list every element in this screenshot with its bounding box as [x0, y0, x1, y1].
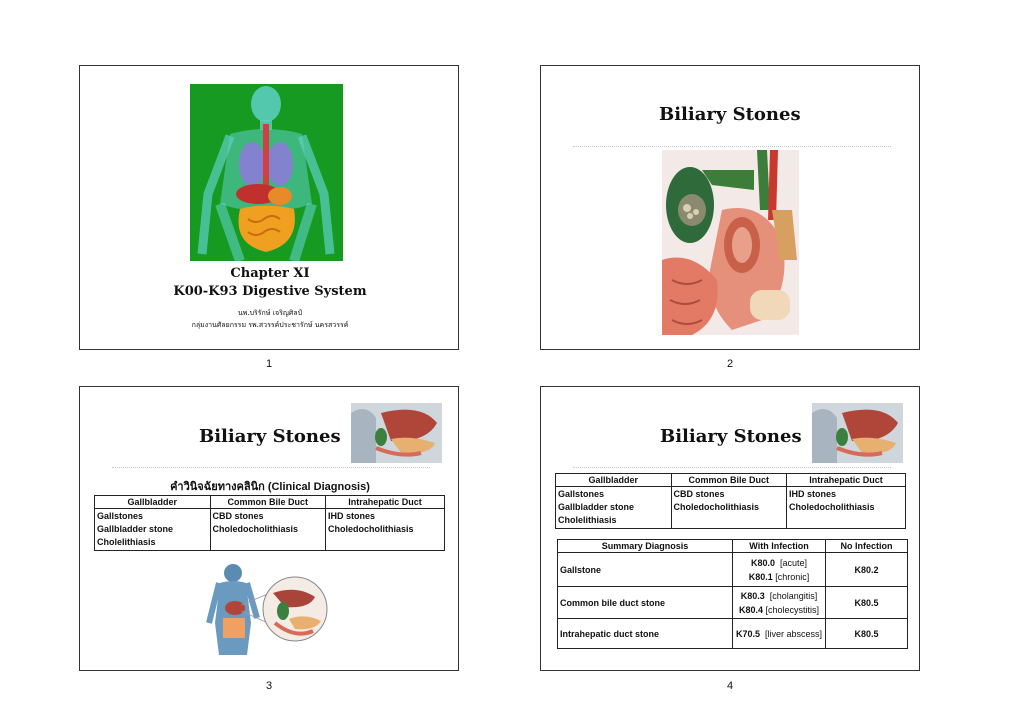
icd-code: K80.3 — [740, 590, 765, 601]
no-infection-code: K80.5 — [826, 619, 908, 649]
col-header-gallbladder: Gallbladder — [95, 496, 211, 509]
cell-common-bile-duct: CBD stones Choledocholithiasis — [671, 487, 787, 529]
page-number-1: 1 — [265, 358, 273, 370]
col-header-no-infection: No Infection — [826, 540, 908, 553]
table-row — [558, 619, 908, 649]
cell-common-bile-duct: CBD stones Choledocholithiasis — [210, 509, 326, 551]
row-label: Common bile duct stone — [558, 587, 733, 619]
col-header-summary-diagnosis: Summary Diagnosis — [558, 540, 733, 553]
icd-code: K80.4 — [738, 604, 763, 615]
page-number-2: 2 — [726, 358, 734, 370]
col-header-common-bile-duct: Common Bile Duct — [210, 496, 326, 509]
summary-diagnosis-table — [557, 539, 908, 649]
chapter-title: Chapter XI — [230, 266, 310, 281]
liver-pancreas-thumbnail — [812, 403, 903, 463]
slide-title: Biliary Stones — [660, 426, 802, 447]
title-divider — [573, 146, 891, 147]
slide-3[interactable] — [79, 386, 459, 671]
liver-pancreas-thumbnail — [351, 403, 442, 463]
table-row — [558, 553, 908, 587]
icd-note: [chronic] — [775, 571, 810, 582]
digestive-system-image — [190, 84, 343, 261]
no-infection-code: K80.5 — [826, 587, 908, 619]
col-header-intrahepatic-duct: Intrahepatic Duct — [787, 474, 906, 487]
with-infection-codes — [733, 587, 826, 619]
icd-note: [acute] — [780, 557, 808, 568]
cell-intrahepatic-duct: IHD stones Choledocholithiasis — [787, 487, 906, 529]
clinical-diagnosis-table — [94, 495, 445, 551]
col-header-with-infection: With Infection — [733, 540, 826, 553]
icd-note: [liver abscess] — [765, 628, 823, 639]
page-number-4: 4 — [726, 680, 734, 692]
icd-note: [cholangitis] — [769, 590, 818, 601]
col-header-gallbladder: Gallbladder — [556, 474, 672, 487]
with-infection-codes — [733, 553, 826, 587]
table-row — [558, 587, 908, 619]
title-divider — [573, 467, 891, 468]
cell-gallbladder: Gallstones Gallbladder stone Cholelithiasis — [95, 509, 211, 551]
slide-title: Biliary Stones — [199, 426, 341, 447]
icd-code: K80.1 — [748, 571, 773, 582]
clinical-diagnosis-table — [555, 473, 906, 529]
icd-note: [cholecystitis] — [765, 604, 820, 615]
section-heading: คำวินิจฉัยทางคลินิก (Clinical Diagnosis) — [170, 481, 370, 493]
slide-2[interactable] — [540, 65, 920, 350]
with-infection-codes — [733, 619, 826, 649]
slide-1[interactable] — [79, 65, 459, 350]
body-gallbladder-illustration — [205, 563, 331, 655]
icd-code: K80.0 — [750, 557, 775, 568]
cell-intrahepatic-duct: IHD stones Choledocholithiasis — [326, 509, 445, 551]
icd-code: K70.5 — [735, 628, 760, 639]
title-divider — [112, 467, 430, 468]
row-label: Gallstone — [558, 553, 733, 587]
col-header-intrahepatic-duct: Intrahepatic Duct — [326, 496, 445, 509]
row-label: Intrahepatic duct stone — [558, 619, 733, 649]
slide-4[interactable] — [540, 386, 920, 671]
col-header-common-bile-duct: Common Bile Duct — [671, 474, 787, 487]
author-affiliation: กลุ่มงานศัลยกรรม รพ.สวรรค์ประชารักษ์ นครสวรรค์ — [191, 321, 349, 329]
page-number-3: 3 — [265, 680, 273, 692]
no-infection-code: K80.2 — [826, 553, 908, 587]
biliary-anatomy-illustration — [662, 150, 799, 335]
chapter-subtitle: K00-K93 Digestive System — [173, 284, 367, 299]
slide-title: Biliary Stones — [659, 104, 801, 125]
author-name: นพ.บริรักษ์ เจริญศิลป์ — [237, 309, 303, 317]
cell-gallbladder: Gallstones Gallbladder stone Cholelithiasis — [556, 487, 672, 529]
